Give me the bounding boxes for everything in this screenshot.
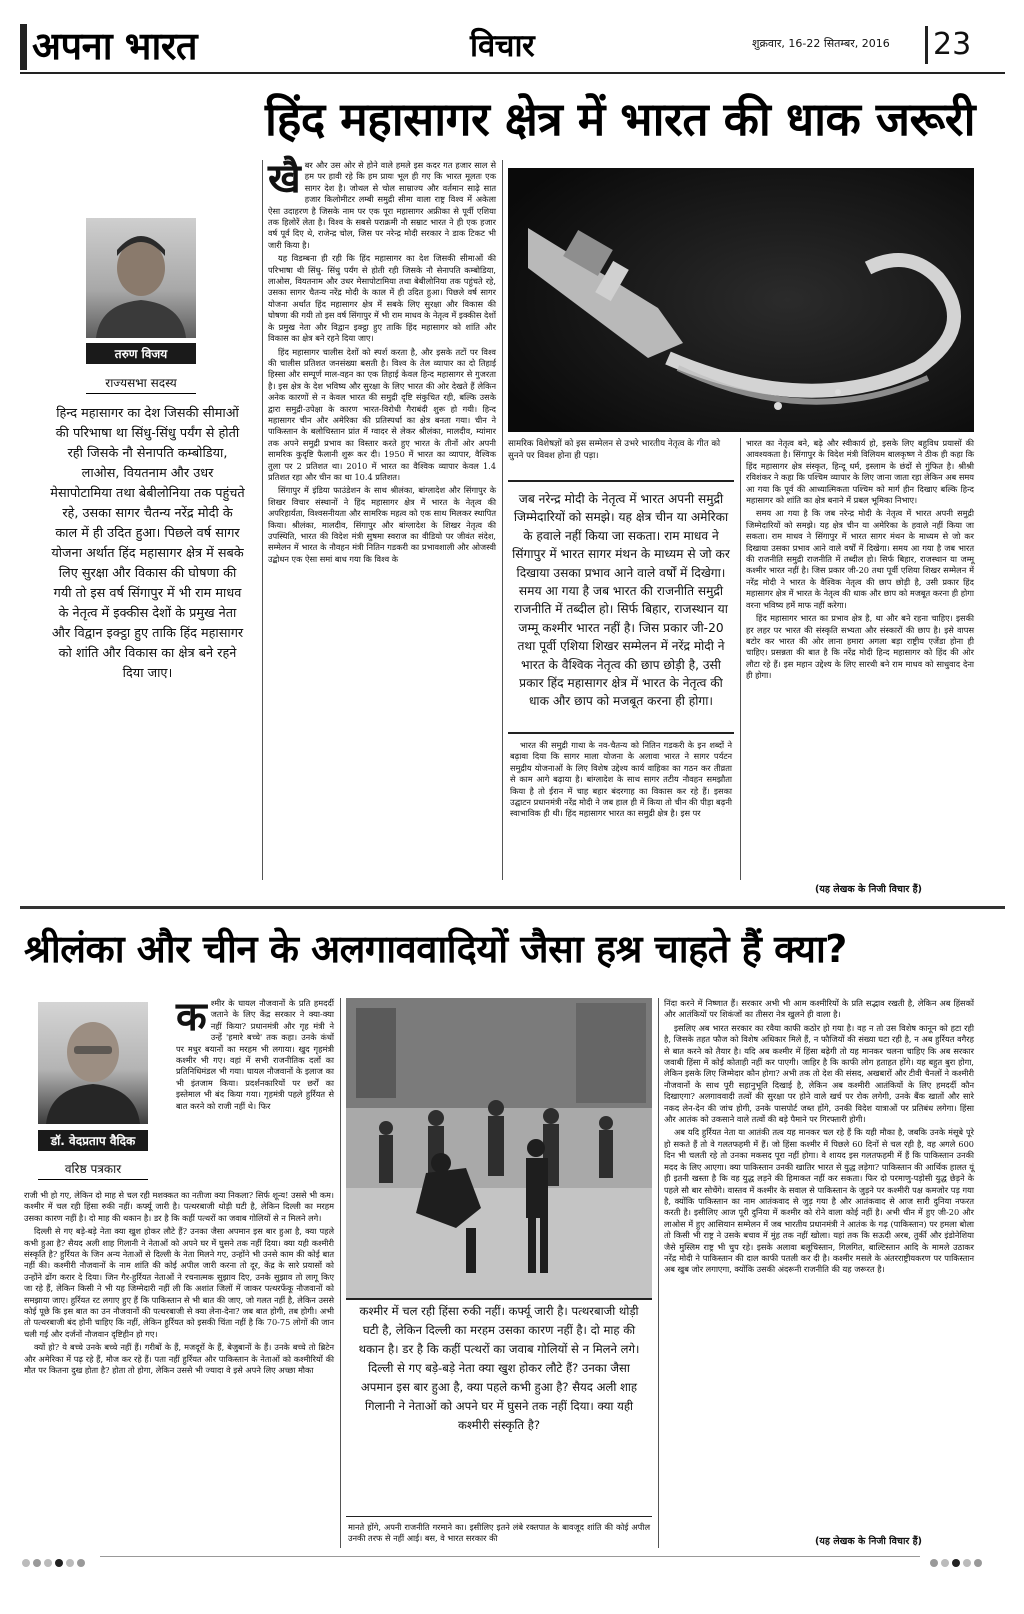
warship-photo-caption: सामरिक विशेषज्ञों को इस सम्मेलन से उभरे भारतीय नेतृत्व के गीत को सुनने पर विवश होना ही पड़ा। [508, 439, 721, 461]
article2-dropcap: क [176, 994, 207, 1040]
column-rule [340, 998, 341, 1548]
article1-paragraph: हिंद महासागर चालीस देशों को स्पर्श करता है, और इसके तटों पर विश्व की चालीस प्रतिशत जनसंख्या बसती है। विश्व के तेल व्यापार का दो तिहाई हिस्सा और सम्पूर्ण माल-वहन का एक तिहाई केवल हिन्द महासागर से गुजरता है। इस क्षेत्र के देश भविष्य और सुरक्षा के लिए भारत की ओर देखते हैं लेकिन अनेक कारणों से न केवल भारत की समुद्री दृष्टि संकुचित रही, बल्कि उसके द्वारा समुद्री-उपेक्षा के कारण भारत-विरोधी गैराबंदी शुरू हो गयी। हिन्द महासागर चीन और अमेरिका की प्रतिस्पर्धा का क्षेत्र बनता गया। चीन ने पाकिस्तान के बलोचिस्तान प्रांत में ग्वादर से लेकर श्रीलंका, मालदीव, म्यांमार तक अपने समुद्री प्रभाव का विस्तार करते हुए भारत के तीनों ओर अपनी सामरिक कुदृष्टि फैलानी शुरू कर दी। 1950 में भारत का व्यापार, वैश्विक तुला पर 2 प्रतिशत था। 2010 में भारत का वैश्विक व्यापार केवल 1.4 प्रतिशत रहा और चीन का था 10.4 प्रतिशत। [268, 346, 496, 482]
dot-icon [974, 1559, 982, 1567]
pull-quote-rule-bottom [508, 732, 734, 734]
author-name-2: डॉ. वेदप्रताप वैदिक [38, 1130, 148, 1151]
pull-quote-rule-top [508, 480, 734, 482]
article2-footer-note: (यह लेखक के निजी विचार हैं) [815, 1536, 922, 1547]
column-rule [658, 998, 659, 1548]
article2-paragraph: मानते होंगे, अपनी राजनीति गरमाने का। इसीलिए इतने लंबे रक्तपात के बावजूद शांति की कोई अपील उनकी तरफ से नहीं आई। बस, वे भारत सरकार की [348, 1522, 650, 1544]
article1-column-1 [268, 156, 496, 567]
masthead-brand-bar [20, 24, 27, 70]
footer-dots-left [22, 1552, 88, 1571]
page-number-divider [925, 26, 928, 64]
article1-paragraph: भारत का नेतृत्व बने, बढ़े और स्वीकार्य हो, इसके लिए बहुविध प्रयासों की आवश्यकता है। सिंगापुर के विदेश मंत्री विलियम बालकृष्ण ने ठीक ही कहा कि हिंद महासागर क्षेत्र संस्कृत, हिन्दू धर्म, इस्लाम के छंदों से गुंफित है। श्रीश्री रविशंकर ने कहा कि पश्चिम व्यापार के लिए जाना जाता रहा लेकिन अब समय आ गया कि पूर्व की आध्यात्मिकता पश्चिम को मार्ग हीन दिखाए बल्कि हिन्द महासागर को शांति का क्षेत्र बनाने में प्रबल भूमिका निभाए। [746, 438, 974, 506]
article1-paragraph: यह विडम्बना ही रही कि हिंद महासागर का देश जिसकी सीमाओं की परिभाषा थी सिंधु- सिंधु पर्यंग से होती रही जिसके नौ सेनापति कम्बोडिया, लाओस, वियतनाम और उधर मेसापोटामिया तथा बेबीलोनिया तक पहुंचते रहे, उसका सागर चैतन्य नरेंद्र मोदी के काल में ही उदित हुआ। पिछले वर्ष सागर योजना अर्थात हिंद महासागर क्षेत्र में सबके लिए सुरक्षा और विकास की घोषणा की गयी तो इस वर्ष सिंगापुर में भी राम माधव के नेतृत्व में इक्कीस देशों के प्रमुख नेता और विद्वान इक्ट्ठा हुए ताकि हिंद महासागर को शांति और विकास का क्षेत्र बने रहने दिया जाए। [268, 253, 496, 344]
footer-dots-right [930, 1552, 985, 1571]
author-photo-2 [38, 1002, 148, 1124]
article2-paragraph: निंदा करने में निष्णात हैं। सरकार अभी भी आम कश्मीरियों के प्रति सद्भाव रखती है, लेकिन अब हिंसकों और आतंकियों पर शिकंजों का तीसरा नेत्र खुलने ही वाला है। [664, 998, 974, 1020]
article1-paragraph: सिंगापुर में इंडिया फाउंडेशन के साथ श्रीलंका, बांग्लादेश और सिंगापुर के शिखर विचार संस्थानों ने हिंद महासागर क्षेत्र में भारत के नेतृत्व की अपरिहार्यता, विश्वसनीयता और सामरिक महत्व को एक साथ मिलकर स्थापित किया। श्रीलंका, मालदीव, सिंगापुर और बांग्लादेश के शिखर नेतृत्व की उपस्थिति, भारत की विदेश मंत्री सुषमा स्वराज का वीडियो पर जीवंत संदेश, सम्मेलन में भारत के नौवहन मंत्री नितिन गडकरी का प्रभावशाली और ओजस्वी उद्बोधन एक ऐसा समां बाध गया कि विश्व के [268, 485, 496, 564]
pull-quote-rule-bottom [346, 1516, 652, 1517]
article1-footer-note: (यह लेखक के निजी विचार हैं) [815, 884, 922, 895]
article2-column-1 [24, 1190, 334, 1379]
article1-column-4 [746, 438, 974, 684]
author-name-1: तरुण विजय [86, 343, 196, 364]
section-title: विचार [470, 28, 535, 64]
warship-photo [508, 168, 974, 432]
article2-paragraph: इसलिए अब भारत सरकार का रवैया काफी कठोर हो गया है। वह न तो उस विशेष कानून को हटा रही है, जिसके तहत फौज को विशेष अधिकार मिले हैं, न फौजियों की संख्या घटा रही है, न अब हुर्रियत वगैरह से बात करने को तैयार है। यदि अब कश्मीर में हिंसा बढ़ेगी तो यह मानकर चलना चाहिए कि अब सरकार जवाबी हिंसा में कोई कोताही नहीं कर पाएगी। जाहिर है कि काफी लोग हताहत होंगे। यह बहुत बुरा होगा, लेकिन इसके लिए जिम्मेदार कौन होगा? अभी तक तो देश की संसद, अखबारों और टीवी चैनलों ने कश्मीरी नौजवानों के साथ पूरी सहानुभूति दिखाई है, लेकिन अब कश्मीरी आतंकियों के लिए हमदर्दी कौन दिखाएगा? अलगाववादी तत्वों की सुरक्षा पर होने वाले खर्च पर रोक लगेगी, उनके बैंक खातों और सारे नकद लेन-देन की जांच होगी, उनके पासपोर्ट जब्त होंगे, उनकी विदेश यात्राओं पर प्रतिबंध लगेगा। हिंसा और आतंक को उकसाने वाले तत्वों की बड़े पैमाने पर गिरफ्तारी होगी। [664, 1022, 974, 1125]
portrait-silhouette-icon [86, 218, 196, 338]
footer-rule [100, 1556, 920, 1557]
article2-paragraph: श्मीर के घायल नौजवानों के प्रति हमदर्दी जताने के लिए केंद्र सरकार ने क्या-क्या नहीं किया? प्रधानमंत्री और गृह मंत्री ने उन्हें 'हमारे बच्चे' तक कहा। उनके कंधों पर मधुर बयानों का मरहम भी लगाया। खुद गृहमंत्री कश्मीर भी गए। वहां में सभी राजनीतिक दलों का प्रतिनिधिमंडल भी गया। घायल नौजवानों के इलाज का भी इंतजाम किया। प्रदर्शनकारियों पर छर्रों का इस्तेमाल भी बंद किया गया। गृहमंत्री पहले हुर्रियत से बात करने को राजी नहीं थे। फिर [176, 998, 334, 1111]
article2-column-1-top [176, 994, 334, 1114]
column-rule [740, 438, 741, 880]
article2-paragraph: क्यों हो? ये बच्चे उनके बच्चे नहीं हैं। गरीबों के हैं, मजदूरों के हैं, बेजुबानों के हैं। उनके बच्चे तो ब्रिटेन और अमेरिका में पढ़ रहे हैं, मौज कर रहे हैं। पता नहीं हुर्रियत और पाकिस्तान के नेताओं को कश्मीरियों की मौत पर कितना दुख होता है? होता तो होगा, लेकिन उससे भी ज्यादा वे इसे अपने लिए अच्छा मौका [24, 1342, 334, 1376]
article2-paragraph: दिल्ली से गए बड़े-बड़े नेता क्या खुश होकर लौटे हैं? उनका जैसा अपमान इस बार हुआ है, क्या पहले कभी हुआ है? सैयद अली शाह गिलानी ने नेताओं को अपने घर में घुसने तक नहीं दिया। क्या यही कश्मीरी संस्कृति है? हुर्रियत के जिन अन्य नेताओं से दिल्ली के नेता मिलने गए, उन्होंने भी उनसे काम की कोई बात नहीं की। कश्मीरी नौजवानों के नाम शांति की कोई अपील जारी करना तो दूर, केंद्र के सारे प्रयासों को उन्होंने ढोंग करार दे दिया। जिन गैर-हुर्रियत नेताओं ने रचनात्मक सुझाव दिए, उनके सुझाव तो लागू किए जा रहे हैं, लेकिन किसी ने भी यह जिम्मेदारी नहीं ली कि अशांत जिलों में जाकर पत्थरफेंकू नौजवानों को समझाया जाए। हुर्रियत रट लगाए हुए हैं कि पाकिस्तान से भी बात की जाए, जो गलत नहीं है, लेकिन उससे कोई पूछे कि इस बात का उन नौजवानों की पत्थरबाजी से क्या लेना-देना? जब बात होगी, तब होगी। अभी तो पत्थरबाजी बंद होनी चाहिए कि नहीं, लेकिन हुर्रियत को इसकी चिंता नहीं है कि 70-75 लोगों की जान चली गई और दर्जनों नौजवान दृष्टिहीन हो गए। [24, 1226, 334, 1339]
dot-icon [77, 1559, 85, 1567]
section-divider [20, 906, 1005, 909]
dot-icon [963, 1559, 971, 1567]
portrait-silhouette-icon [38, 1002, 148, 1124]
kashmir-protest-photo [346, 998, 652, 1298]
issue-date: शुक्रवार, 16-22 सितम्बर, 2016 [752, 37, 890, 50]
dot-icon [952, 1559, 960, 1567]
author-role-1: राज्यसभा सदस्य [86, 374, 196, 394]
article1-headline: हिंद महासागर क्षेत्र में भारत की धाक जरूरी [265, 92, 975, 146]
article1-column-3 [510, 740, 732, 822]
dot-icon [941, 1559, 949, 1567]
masthead-brand: अपना भारत [32, 24, 198, 68]
column-rule [262, 160, 263, 880]
article2-headline: श्रीलंका और चीन के अलगाववादियों जैसा हश्र चाहते हैं क्या? [24, 927, 847, 971]
author-photo-1 [86, 218, 196, 338]
pull-quote-rule-top [346, 1298, 652, 1300]
article1-paragraph: बर और उस ओर से होने वाले हमले इस कदर गत हजार साल से हम पर हावी रहे कि हम प्रायः भूल ही गए कि भारत मूलतः एक सागर देश है। जोथल से चोल साम्राज्य और वर्तमान साढ़े सात हजार किलोमीटर लम्बी समुद्री सीमा वाला राष्ट्र विश्व में अकेला ऐसा उदाहरण है जिसके नाम पर एक पूरा महासागर अफ्रीका से पूर्वी एशिया तक हिलोरें लेता है। विश्व के सबसे पराक्रमी नौ सम्राट भारत ने ही एक हजार वर्ष पूर्व दिए थे, राजेन्द्र चोल, जिस पर नरेन्द्र मोदी सरकार ने डाक टिकट भी जारी किया है। [268, 160, 496, 250]
masthead-rule [20, 72, 1005, 74]
column-rule [502, 160, 503, 880]
article2-pull-quote: कश्मीर में चल रही हिंसा रुकी नहीं। कर्फ्यू जारी है। पत्थरबाजी थोड़ी घटी है, लेकिन दिल्ली का मरहम उसका कारण नहीं है। दो माह की थकान है। डर है कि कहीं पत्थरों का जवाब गोलियों से न मिलने लगे। दिल्ली से गए बड़े-बड़े नेता क्या खुश होकर लौटे हैं? उनका जैसा अपमान इस बार हुआ है, क्या पहले कभी हुआ है? सैयद अली शाह गिलानी ने नेताओं को अपने घर में घुसने तक नहीं दिया। क्या यही कश्मीरी संस्कृति है? [358, 1304, 640, 1432]
dot-icon [55, 1559, 63, 1567]
dot-icon [66, 1559, 74, 1567]
article1-paragraph: समय आ गया है कि जब नरेन्द्र मोदी के नेतृत्व में भारत अपनी समुद्री जिम्मेदारियों को समझे। यह क्षेत्र चीन या अमेरिका के हवाले नहीं किया जा सकता। राम माधव ने सिंगापुर में भारत सागर मंथन के माध्यम से जो कर दिखाया उसका प्रभाव आने वाले वर्षों में दिखेगा। समय आ गया है जब भारत की राजनीति समुद्री राजनीति में तब्दील हो। सिर्फ बिहार, राजस्थान या जम्मू कश्मीर भारत नहीं है। जिस प्रकार जी-20 तथा पूर्वी एशिया शिखर सम्मेलन में नरेंद्र मोदी ने भारत के वैश्विक नेतृत्व की छाप छोड़ी है, उसी प्रकार हिंद महासागर क्षेत्र में भारत के नेतृत्व की धाक और छाप को मजबूत करना ही होगा वरना भविष्य हमें माफ नहीं करेगा। [746, 508, 974, 610]
street-protest-icon [346, 998, 652, 1298]
dot-icon [22, 1559, 30, 1567]
article2-column-3 [664, 998, 974, 1278]
article1-dropcap: खै [268, 156, 301, 202]
article2-column-2-bottom [348, 1522, 650, 1547]
author-role-2: वरिष्ठ पत्रकार [38, 1160, 148, 1180]
dot-icon [44, 1559, 52, 1567]
article1-sidebar-quote: हिन्द महासागर का देश जिसकी सीमाओं की परिभाषा था सिंधु-सिंधु पर्यंग से होती रही जिसके नौ सेनापति कम्बोडिया, लाओस, वियतनाम और उधर मेसापोटामिया तथा बेबीलोनिया तक पहुंचते रहे, उसका सागर चैतन्य नरेंद्र मोदी के काल में ही उदित हुआ। पिछले वर्ष सागर योजना अर्थात हिंद महासागर क्षेत्र में सबके लिए सुरक्षा और विकास की घोषणा की गयी तो इस वर्ष सिंगापुर में भी राम माधव के नेतृत्व में इक्कीस देशों के प्रमुख नेता और विद्वान इक्ट्ठा हुए ताकि हिंद महासागर को शांति और विकास का क्षेत्र बने रहने दिया जाए। [50, 406, 245, 681]
dot-icon [930, 1559, 938, 1567]
article2-paragraph: राजी भी हो गए, लेकिन दो माह से चल रही मशक्कत का नतीजा क्या निकला? सिर्फ शून्य! उससे भी कम। कश्मीर में चल रही हिंसा रुकी नहीं। कर्फ्यू जारी है। पत्थरबाजी थोड़ी घटी है, लेकिन दिल्ली का मरहम उसका कारण नहीं है। दो माह की थकान है। डर है कि कहीं पत्थरों का जवाब गोलियों से न मिलने लगे। [24, 1190, 334, 1223]
article1-paragraph: भारत की समुद्री गाथा के नव-चैतन्य को नितिन गडकरी के इन शब्दों ने बढ़ावा दिया कि सागर माला योजना के अलावा भारत ने सागर पर्यटन समुद्रीय योजनाओं के लिए विशेष उद्देश्य कार्य वाहिका का गठन कर तीव्रता से काम आगे बढ़ाया है। बांग्लादेश के साथ सागर तटीय नौवहन समझौता किया है तो ईरान में चाह बहार बंदरगाह का विकास कर रहे हैं। इसका उद्घाटन प्रधानमंत्री नरेंद्र मोदी ने जब हाल ही में किया तो चीन की पीड़ा बढ़नी स्वाभाविक ही थी। हिंद महासागर भारत का समुद्री क्षेत्र है। इस पर [510, 740, 732, 819]
article1-paragraph: हिंद महासागर भारत का प्रभाव क्षेत्र है, था और बने रहना चाहिए। इसकी हर लहर पर भारत की संस्कृति सभ्यता और संस्कारों की छाप है। इसे वापस बटोर कर भारत की ओर लाना हमारा अगला बड़ा राष्ट्रीय एजेंडा होना ही चाहिए। प्रसन्नता की बात है कि नरेंद्र मोदी हिन्द महासागर को हिंद की ओर लौटा रहे हैं। इस महान उद्देश्य के लिए सारथी बने राम माधव को साधुवाद देना ही होगा। [746, 613, 974, 681]
dot-icon [33, 1559, 41, 1567]
article1-pull-quote: जब नरेन्द्र मोदी के नेतृत्व में भारत अपनी समुद्री जिम्मेदारियों को समझे। यह क्षेत्र चीन या अमेरिका के हवाले नहीं किया जा सकता। राम माधव ने सिंगापुर में भारत सागर मंथन के माध्यम से जो कर दिखाया उसका प्रभाव आने वाले वर्षों में दिखेगा। समय आ गया है जब भारत की राजनीति समुद्री राजनीति में तब्दील हो। सिर्फ बिहार, राजस्थान या जम्मू कश्मीर भारत नहीं है। जिस प्रकार जी-20 तथा पूर्वी एशिया शिखर सम्मेलन में नरेंद्र मोदी ने भारत के वैश्विक नेतृत्व की छाप छोड़ी है, उसी प्रकार हिंद महासागर क्षेत्र में भारत के नेतृत्व की धाक और छाप को मजबूत करना ही होगा। [512, 492, 730, 709]
page-number: 23 [933, 27, 972, 62]
article2-paragraph: अब यदि हुर्रियत नेता या आतंकी तत्व यह मानकर चल रहे हैं कि यही मौका है, जबकि उनके मंसूबे पूरे हो सकते हैं तो वे गलतफहमी में हैं। जो हिंसा कश्मीर में पिछले 60 दिनों से चल रही है, वह अगले 600 दिन भी चलती रहे तो उनका मकसद पूरा नहीं होगा। वे शायद इस गलतफहमी में हैं कि पाकिस्तान उनकी मदद के लिए आएगा। क्या पाकिस्तान उनकी खातिर भारत से युद्ध लड़ेगा? पाकिस्तान की आर्थिक हालत यूं ही इतनी खस्ता है कि वह युद्ध लड़ने की हिमाकत नहीं कर सकता। फिर दो परमाणु-पड़ोसी युद्ध छेड़ने के पहले सौ बार सोचेंगे। वास्तव में कश्मीर के सवाल से पाकिस्तान के जुड़ने पर कश्मीरी पक्ष कमजोर पड़ गया है, क्योंकि पाकिस्तान का नाम आतंकवाद से जुड़ गया है और आतंकवाद से आज सारी दुनिया नफरत करती है। इसीलिए आज पूरी दुनिया में कश्मीर को रोने वाला कोई नहीं है। अभी चीन में हुए जी-20 और लाओस में हुए आसियान सम्मेलन में जब भारतीय प्रधानमंत्री ने आतंक के गढ़ (पाकिस्तान) पर हमला बोला तो किसी भी राष्ट्र ने उसके बचाव में मुंह तक नहीं खोला। यहां तक कि सऊदी अरब, तुर्की और इंडोनेशिया जैसे मुस्लिम राष्ट्र भी चुप रहे। इसके अलावा बलूचिस्तान, गिलगित, बाल्टिस्तान आदि के मामले उठाकर नरेंद्र मोदी ने पाकिस्तान की दाल काफी पतली कर दी है। कश्मीर मसले के अंतरराष्ट्रीयकरण पर पाकिस्तान अब खुब जोर लगाएगा, क्योंकि उसकी अंदरूनी राजनीति की यह जरूरत है। [664, 1127, 974, 1275]
warship-wake-icon [508, 168, 974, 432]
